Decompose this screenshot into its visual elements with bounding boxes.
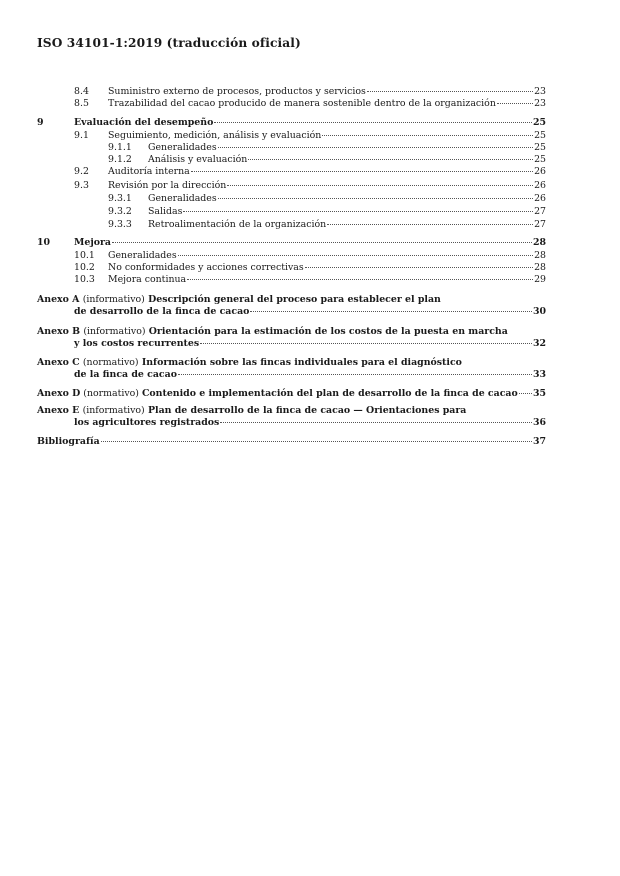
dot-leader (112, 242, 532, 243)
dot-leader (305, 267, 533, 268)
toc-entry-10-1[interactable] (37, 250, 546, 262)
dot-leader (178, 374, 532, 375)
dot-leader (200, 343, 532, 344)
toc-number: 9.1.2 (108, 154, 132, 165)
toc-entry-9[interactable] (37, 117, 546, 129)
dot-leader (497, 103, 533, 104)
toc-title: Revisión por la dirección (108, 180, 227, 191)
dot-leader (218, 147, 533, 148)
toc-number: 8.5 (74, 98, 89, 109)
toc-entry-9-1-2[interactable] (37, 154, 546, 166)
toc-page: 30 (532, 306, 546, 317)
annex-title-line2: de la finca de cacao (74, 369, 177, 380)
dot-leader (367, 91, 533, 92)
toc-title: Generalidades (148, 193, 217, 204)
annex-type: (informativo) (82, 294, 145, 305)
annex-label: Anexo E (37, 405, 80, 416)
toc-title: Mejora (74, 237, 112, 248)
toc-entry-10-3[interactable] (37, 274, 546, 286)
annex-title-line2: los agricultores registrados (74, 417, 220, 428)
annex-title-line1: Contenido e implementación del plan de desarrollo de la finca de cacao (141, 388, 518, 399)
annex-title-line1: Orientación para la estimación de los costos de la puesta en marcha (148, 326, 508, 337)
toc-entry-9-2[interactable] (37, 166, 546, 178)
toc-number: 9.3 (74, 180, 89, 191)
toc-page: 26 (534, 180, 546, 191)
toc-entry-bibliography[interactable] (37, 436, 546, 448)
toc-entry-9-3-1[interactable] (37, 193, 546, 205)
annex-type: (normativo) (83, 388, 139, 399)
dot-leader (322, 135, 533, 136)
toc-page: 26 (534, 166, 546, 177)
toc-page: 37 (532, 436, 546, 447)
toc-page: 23 (534, 98, 546, 109)
annex-type: (normativo) (82, 357, 139, 368)
toc-number: 10.2 (74, 262, 95, 273)
annex-label: Anexo C (37, 357, 80, 368)
toc-page: 33 (532, 369, 546, 380)
dot-leader (178, 255, 533, 256)
toc-page: 29 (534, 274, 546, 285)
dot-leader (214, 122, 532, 123)
document-header: ISO 34101-1:2019 (traducción oficial) (37, 36, 301, 50)
toc-title: Evaluación del desempeño (74, 117, 214, 128)
dot-leader (250, 311, 532, 312)
toc-title: Auditoría interna (108, 166, 190, 177)
annex-label: Anexo A (37, 294, 80, 305)
toc-number: 10 (37, 237, 51, 248)
toc-page: 25 (534, 142, 546, 153)
toc-entry-9-3-3[interactable] (37, 219, 546, 231)
toc-number: 9.3.2 (108, 206, 132, 217)
toc-number: 9.1 (74, 130, 89, 141)
toc-page: 32 (532, 338, 546, 349)
toc-number: 9.1.1 (108, 142, 132, 153)
toc-page: 27 (534, 206, 546, 217)
toc-number: 9.3.3 (108, 219, 132, 230)
dot-leader (218, 198, 533, 199)
toc-title: Análisis y evaluación (148, 154, 248, 165)
toc-entry-9-1[interactable] (37, 130, 546, 142)
dot-leader (519, 393, 532, 394)
toc-page: 28 (534, 262, 546, 273)
toc-number: 9 (37, 117, 44, 128)
toc-title: Bibliografía (37, 436, 100, 447)
toc-entry-annex-c[interactable] (37, 357, 546, 381)
toc-page: 35 (532, 388, 546, 399)
toc-entry-9-1-1[interactable] (37, 142, 546, 154)
toc-title: Trazabilidad del cacao producido de manera sostenible dentro de la organización (108, 98, 496, 109)
toc-entry-annex-b[interactable] (37, 326, 546, 350)
toc-number: 8.4 (74, 86, 89, 97)
toc-entry-8-5[interactable] (37, 98, 546, 110)
toc-title: Salidas (148, 206, 183, 217)
dot-leader (183, 211, 533, 212)
toc-entry-8-4[interactable] (37, 86, 546, 98)
toc-title: Generalidades (108, 250, 177, 261)
dot-leader (101, 441, 532, 442)
annex-title-line2: y los costos recurrentes (74, 338, 200, 349)
toc-entry-annex-d[interactable] (37, 388, 546, 400)
annex-title-line1: Descripción general del proceso para establecer el plan (148, 294, 441, 305)
toc-entry-10[interactable] (37, 237, 546, 249)
toc-entry-annex-e[interactable] (37, 405, 546, 429)
toc-title: Mejora continua (108, 274, 187, 285)
annex-type: (informativo) (83, 326, 146, 337)
dot-leader (191, 171, 533, 172)
toc-number: 9.3.1 (108, 193, 132, 204)
annex-title-line2: de desarrollo de la finca de cacao (74, 306, 250, 317)
annex-title-line1: Información sobre las fincas individuales para el diagnóstico (141, 357, 462, 368)
dot-leader (220, 422, 532, 423)
toc-page: 28 (534, 250, 546, 261)
toc-title: Seguimiento, medición, análisis y evaluación (108, 130, 322, 141)
toc-entry-annex-a[interactable] (37, 294, 546, 318)
toc-title: Generalidades (148, 142, 217, 153)
dot-leader (227, 185, 533, 186)
annex-type: (informativo) (82, 405, 145, 416)
toc-page: 25 (534, 154, 546, 165)
toc-number: 10.3 (74, 274, 95, 285)
annex-label: Anexo B (37, 326, 81, 337)
annex-title-line1: Plan de desarrollo de la finca de cacao — Orientaciones para (147, 405, 467, 416)
toc-title: No conformidades y acciones correctivas (108, 262, 304, 273)
toc-page: 28 (532, 237, 546, 248)
toc-page: 23 (534, 86, 546, 97)
annex-label: Anexo D (37, 388, 81, 399)
toc-number: 9.2 (74, 166, 89, 177)
toc-number: 10.1 (74, 250, 95, 261)
toc-page: 25 (534, 130, 546, 141)
toc-title: Retroalimentación de la organización (148, 219, 327, 230)
toc-entry-9-3[interactable] (37, 180, 546, 192)
dot-leader (187, 279, 533, 280)
dot-leader (248, 159, 533, 160)
toc-page: 27 (534, 219, 546, 230)
toc-entry-9-3-2[interactable] (37, 206, 546, 218)
toc-page: 25 (532, 117, 546, 128)
dot-leader (327, 224, 533, 225)
toc-entry-10-2[interactable] (37, 262, 546, 274)
toc-page: 26 (534, 193, 546, 204)
toc-title: Suministro externo de procesos, productos y servicios (108, 86, 366, 97)
toc-page: 36 (532, 417, 546, 428)
